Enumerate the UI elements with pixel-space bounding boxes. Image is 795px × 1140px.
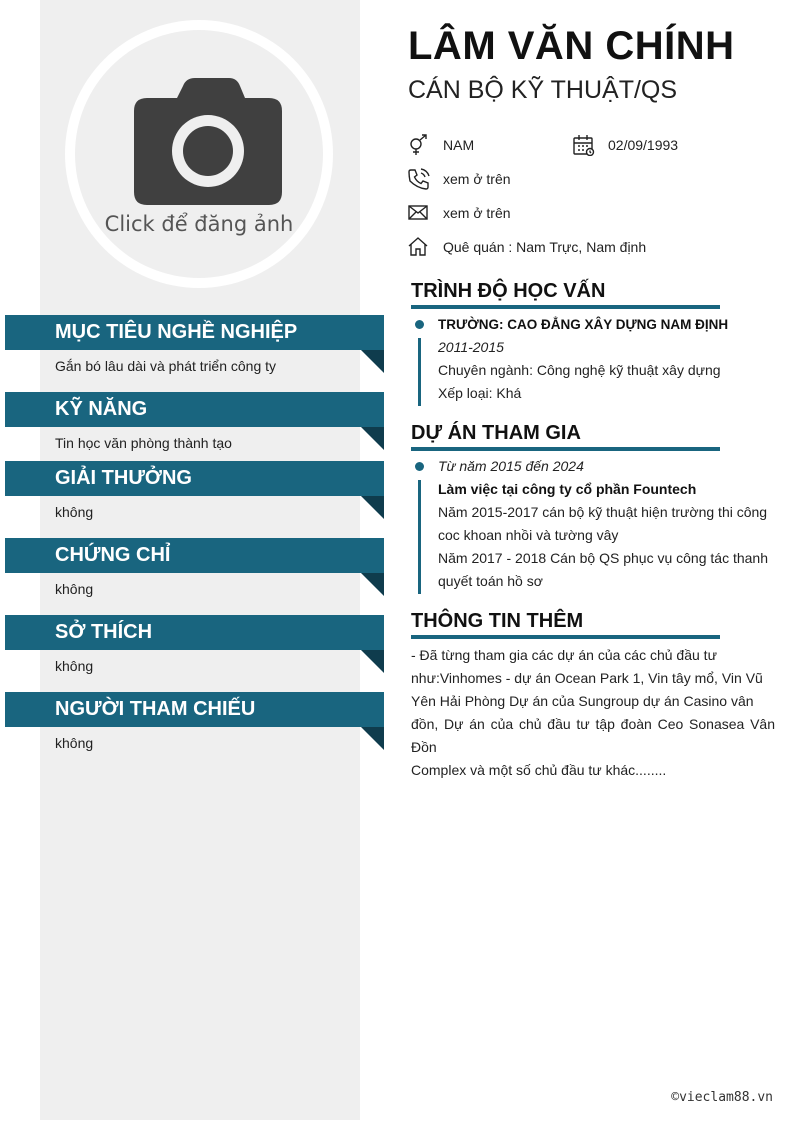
additional-line: đồn, Dự án của chủ đầu tư tập đoàn Ceo Sonasea Vân Đồn xyxy=(411,716,775,755)
ribbon-fold xyxy=(361,427,384,450)
profile-photo-upload[interactable] xyxy=(65,20,333,288)
section-certificates xyxy=(5,538,384,597)
education-heading: TRÌNH ĐỘ HỌC VẤN xyxy=(411,280,720,309)
additional-info-heading: THÔNG TIN THÊM xyxy=(411,610,720,639)
education-grade: Xếp loại: Khá xyxy=(438,385,522,401)
home-icon xyxy=(408,236,430,258)
photo-upload-label[interactable]: Click để đăng ảnh xyxy=(104,212,294,236)
project-line: Năm 2015-2017 cán bộ kỹ thuật hiện trường thi công xyxy=(438,504,768,520)
timeline-dot xyxy=(415,320,424,329)
email-value: xem ở trên xyxy=(443,205,511,221)
calendar-icon xyxy=(573,134,595,156)
additional-info-text xyxy=(411,644,775,782)
timeline-dot xyxy=(415,462,424,471)
ribbon-fold xyxy=(361,496,384,519)
projects-heading: DỰ ÁN THAM GIA xyxy=(411,422,720,451)
project-line: quyết toán hồ sơ xyxy=(438,573,543,589)
section-skills xyxy=(5,392,384,451)
school-name: TRƯỜNG: CAO ĐẲNG XÂY DỰNG NAM ĐỊNH xyxy=(438,317,729,332)
education-timeline xyxy=(418,316,775,408)
education-major: Chuyên ngành: Công nghệ kỹ thuật xây dựng xyxy=(438,362,721,378)
education-period: 2011-2015 xyxy=(438,339,504,355)
additional-line: như:Vinhomes - dự án Ocean Park 1, Vin tây mổ, Vin Vũ xyxy=(411,670,763,686)
phone-icon xyxy=(408,168,430,190)
watermark: ©vieclam88.vn xyxy=(671,1090,773,1105)
gender-value: NAM xyxy=(443,137,475,153)
photo-placeholder[interactable] xyxy=(75,30,323,278)
camera-icon xyxy=(133,76,283,206)
ribbon-fold xyxy=(361,727,384,750)
project-period: Từ năm 2015 đến 2024 xyxy=(438,458,584,474)
section-objective xyxy=(5,315,384,374)
section-title: NGƯỜI THAM CHIẾU xyxy=(5,692,384,727)
project-company: Làm việc tại công ty cổ phần Fountech xyxy=(438,481,697,497)
section-text: không xyxy=(55,504,94,520)
section-text: không xyxy=(55,658,94,674)
section-text: Tin học văn phòng thành tạo xyxy=(55,435,232,451)
section-references xyxy=(5,692,384,751)
ribbon-fold xyxy=(361,650,384,673)
ribbon-fold xyxy=(361,350,384,373)
birthdate-value: 02/09/1993 xyxy=(608,137,679,153)
additional-line: - Đã từng tham gia các dự án của các chủ đầu tư xyxy=(411,647,717,663)
ribbon-fold xyxy=(361,573,384,596)
section-title: GIẢI THƯỞNG xyxy=(5,461,384,496)
job-title: CÁN BỘ KỸ THUẬT/QS xyxy=(408,76,678,104)
candidate-name: LÂM VĂN CHÍNH xyxy=(408,24,735,68)
additional-line: Yên Hải Phòng Dự án của Sungroup dự án Casino vân xyxy=(411,693,754,709)
section-text: không xyxy=(55,735,94,751)
project-line: Năm 2017 - 2018 Cán bộ QS phục vụ công tác thanh xyxy=(438,550,768,566)
address-value: Quê quán : Nam Trực, Nam định xyxy=(443,239,647,255)
additional-line: Complex và một số chủ đầu tư khác........ xyxy=(411,762,667,778)
section-hobbies xyxy=(5,615,384,674)
project-line: coc khoan nhồi và tường vây xyxy=(438,527,619,543)
phone-value: xem ở trên xyxy=(443,171,511,187)
timeline-line xyxy=(418,338,421,406)
envelope-icon xyxy=(408,202,430,224)
section-title: CHỨNG CHỈ xyxy=(5,538,384,573)
gender-icon xyxy=(408,134,430,156)
projects-timeline xyxy=(418,458,775,598)
section-title: SỞ THÍCH xyxy=(5,615,384,650)
section-title: MỤC TIÊU NGHỀ NGHIỆP xyxy=(5,315,384,350)
section-text: Gắn bó lâu dài và phát triển công ty xyxy=(55,358,277,374)
section-awards xyxy=(5,461,384,520)
timeline-line xyxy=(418,480,421,594)
section-title: KỸ NĂNG xyxy=(5,392,384,427)
section-text: không xyxy=(55,581,94,597)
